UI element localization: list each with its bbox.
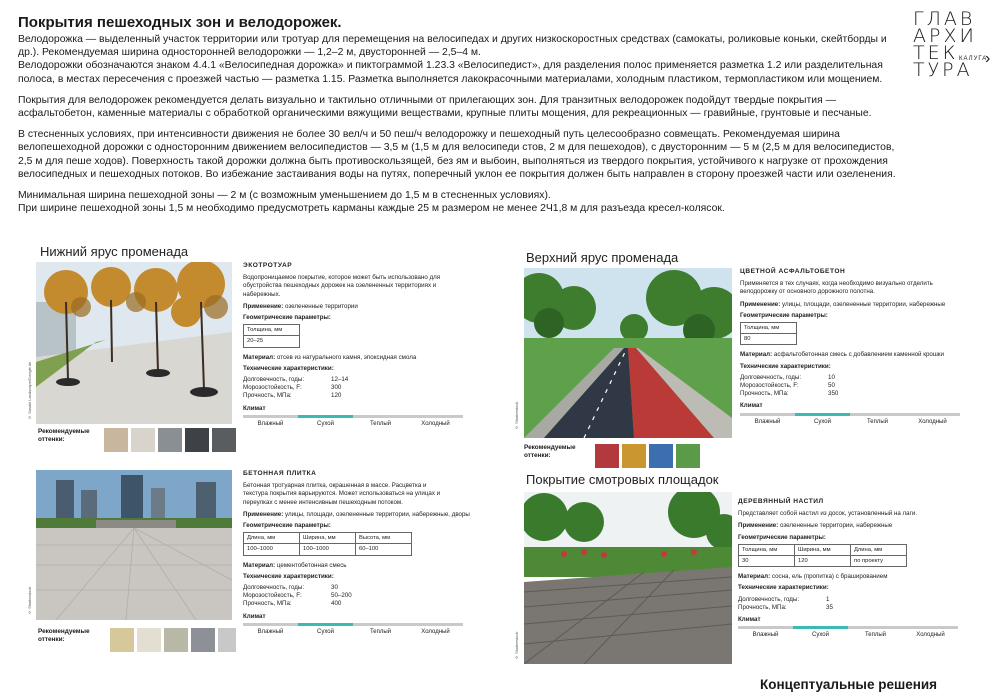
geometry-value: 80 xyxy=(741,334,797,345)
climate-option: Холодный xyxy=(421,420,450,427)
shade-swatch xyxy=(191,628,215,652)
recommended-shades-label: Рекомендуемые оттенки: xyxy=(38,628,90,643)
logo-line: ТУРА xyxy=(913,59,973,81)
climate-option: Теплый xyxy=(369,628,392,635)
geometry-header: Высота, мм xyxy=(356,533,412,544)
climate-option: Сухой xyxy=(812,632,829,639)
material-label: Материал: xyxy=(738,573,771,581)
climate-option: Теплый xyxy=(369,420,392,427)
intro-paragraph: В стесненных условиях, при интенсивности движения не более 30 вел/ч и 50 пеш/ч велодорожку и пешеходный путь целесообразно совмещать. Рекомендуемая ширина велопешеходной дорожки с односторонним движением велосипедистов — 3,5 м (1,5 м для велосипеди стов, 2 м для пешеходов), с двусторонним — 5 м (2,5 м для велосипедистов, 2,5 м для пеше ходов). Поверхность такой дорожки должна быть противоскользящей, без ям и выбоин, выполняться из твердого покрытия, устойчивого к нагрузке от прохождения велосипедных и пешеходных потоков. Во избежание застаивания воды на путях, поперечный уклон ее покрытия должен быть направлен в сторону проезжей части или озеленения. xyxy=(18,129,896,180)
section-heading-viewpoints: Покрытие смотровых площадок xyxy=(526,472,719,487)
material-label: Материал: xyxy=(740,351,773,359)
application-label: Применение: xyxy=(243,510,284,518)
tech-label: Технические характеристики: xyxy=(243,364,334,372)
glavarkhitektura-logo xyxy=(913,10,995,82)
geometry-header: Толщина, мм xyxy=(244,325,300,336)
climate-bar xyxy=(740,413,960,416)
spec-value: 50 xyxy=(828,382,835,390)
geometry-value: 30 xyxy=(739,556,795,567)
climate-labels xyxy=(243,628,463,636)
shade-swatch xyxy=(676,444,700,468)
climate-highlight xyxy=(298,415,353,418)
climate-label: Климат xyxy=(243,404,266,412)
climate-highlight xyxy=(793,626,848,629)
climate-option: Сухой xyxy=(814,418,831,425)
tech-specs xyxy=(740,374,980,399)
geometry-value: 100–1000 xyxy=(244,544,300,555)
spec-value: 300 xyxy=(331,384,342,392)
intro-paragraph: Велодорожка — выделенный участок территории или тротуар для перемещения на велосипедах и других низкоскоростных средствах (самокаты, роликовые коньки, скейтборды и др.). Рекомендуемая ширина односторонней велодорожки — 1,2–2 м, двусторонней — 2,5–4 м. xyxy=(18,34,887,59)
climate-label: Климат xyxy=(243,612,266,620)
climate-label: Климат xyxy=(740,402,763,410)
logo-line: ТЕК xyxy=(913,42,959,64)
climate-labels xyxy=(740,418,960,426)
spec-value: 400 xyxy=(331,600,342,608)
shade-swatch xyxy=(110,628,134,652)
material-value: сосна, ель (пропитка) с брашированием xyxy=(771,573,888,581)
section-heading-lower: Нижний ярус променада xyxy=(40,244,189,259)
spec-value: 12–14 xyxy=(331,376,349,384)
climate-option: Холодный xyxy=(421,628,450,635)
wooden-deck-photo xyxy=(524,492,732,664)
footer-caption: Концептуальные решения xyxy=(760,677,938,692)
climate-option: Влажный xyxy=(257,420,284,427)
logo-city: КАЛУГА xyxy=(959,56,988,62)
spec-value: 350 xyxy=(828,390,839,398)
spec-value: 30 xyxy=(331,584,338,592)
spec-name: Прочность, МПа: xyxy=(738,603,787,611)
photo-credit: © Shutterstock xyxy=(27,586,32,615)
application-value: озелененные территории, набережные xyxy=(780,522,893,530)
climate-bar xyxy=(243,415,463,418)
spec-name: Морозостойкость, F: xyxy=(740,382,799,390)
spec-value: 35 xyxy=(826,603,833,611)
geometry-value: 100–1000 xyxy=(300,544,356,555)
shade-swatch xyxy=(595,444,619,468)
climate-option: Сухой xyxy=(317,420,334,427)
climate-labels xyxy=(243,420,463,428)
material-card-eco xyxy=(243,262,473,428)
shade-swatch xyxy=(185,428,209,452)
climate-bar xyxy=(738,626,958,629)
climate-option: Влажный xyxy=(752,632,779,639)
material-card-wood xyxy=(738,498,978,639)
spec-value: 10 xyxy=(828,373,835,381)
climate-option: Теплый xyxy=(864,632,887,639)
photo-credit: © Sasaki Landscape/Google.de xyxy=(27,361,32,420)
geometry-header: Толщина, мм xyxy=(741,323,797,334)
spec-name: Долговечность, годы: xyxy=(243,584,305,592)
climate-highlight xyxy=(298,623,353,626)
climate-option: Влажный xyxy=(257,628,284,635)
chevron-right-icon: › xyxy=(985,50,991,67)
spec-name: Прочность, МПа: xyxy=(243,392,292,400)
geometry-header: Длина, мм xyxy=(244,533,300,544)
spec-value: 1 xyxy=(826,595,830,603)
intro-paragraph: При ширине пешеходной зоны 1,5 м необходимо предусмотреть карманы каждые 25 м размером не менее 2Ч1,8 м для разъезда кресел-колясок. xyxy=(18,203,725,215)
material-label: Материал: xyxy=(243,561,276,569)
geometry-table xyxy=(738,544,907,567)
logo-line: ГЛАВ xyxy=(913,8,976,30)
shade-swatch xyxy=(649,444,673,468)
geometry-header: Толщина, мм xyxy=(739,544,795,555)
intro-paragraph: Минимальная ширина пешеходной зоны — 2 м (с возможным уменьшением до 1,5 м в стесненных условиях). xyxy=(18,190,551,202)
geometry-table xyxy=(243,324,300,347)
material-name: ЦВЕТНОЙ АСФАЛЬТОБЕТОН xyxy=(740,268,846,275)
section-heading-upper: Верхний ярус променада xyxy=(526,250,679,265)
photo-credit: © Shutterstock xyxy=(514,631,519,660)
tech-specs xyxy=(243,584,473,609)
geometry-header: Длина, мм xyxy=(851,544,907,555)
material-value: цементобетонная смесь xyxy=(276,561,347,569)
material-description: Бетонная тротуарная плитка, окрашенная в массе. Расцветка и текстура покрытия варьируются. Может использоваться на улицах и переулках с менее интенсивным пешеходным потоком. xyxy=(243,482,441,506)
geometry-label: Геометрические параметры: xyxy=(738,533,826,541)
spec-name: Прочность, МПа: xyxy=(243,600,292,608)
climate-option: Теплый xyxy=(866,418,889,425)
tech-label: Технические характеристики: xyxy=(738,584,829,592)
climate-label: Климат xyxy=(738,616,761,624)
spec-name: Прочность, МПа: xyxy=(740,390,789,398)
colored-asphalt-photo xyxy=(524,268,732,438)
geometry-table xyxy=(740,322,797,345)
climate-option: Холодный xyxy=(916,632,945,639)
shade-swatch xyxy=(137,628,161,652)
logo-line: АРХИ xyxy=(913,25,977,47)
climate-option: Влажный xyxy=(754,418,781,425)
application-label: Применение: xyxy=(740,300,781,308)
geometry-value: 20–25 xyxy=(244,336,300,347)
material-card-concrete xyxy=(243,470,473,636)
geometry-label: Геометрические параметры: xyxy=(243,314,331,322)
spec-name: Долговечность, годы: xyxy=(243,376,305,384)
shade-swatch xyxy=(218,628,236,652)
eco-sidewalk-photo xyxy=(36,262,232,424)
application-value: улицы, площади, озелененные территории, набережные, дворы xyxy=(285,510,470,518)
material-name: ЭКОТРОТУАР xyxy=(243,262,293,269)
climate-bar xyxy=(243,623,463,626)
geometry-value: 120 xyxy=(795,556,851,567)
tech-label: Технические характеристики: xyxy=(243,572,334,580)
material-card-asphalt xyxy=(740,268,980,426)
geometry-header: Ширина, мм xyxy=(795,544,851,555)
application-value: озелененные территории xyxy=(285,302,358,310)
tech-label: Технические характеристики: xyxy=(740,362,831,370)
concrete-tile-photo xyxy=(36,470,232,620)
material-name: БЕТОННАЯ ПЛИТКА xyxy=(243,470,317,477)
tech-specs xyxy=(243,376,473,401)
spec-name: Морозостойкость, F: xyxy=(243,592,302,600)
spec-value: 120 xyxy=(331,392,342,400)
shade-swatch xyxy=(104,428,128,452)
spec-name: Долговечность, годы: xyxy=(740,373,802,381)
spec-name: Морозостойкость, F: xyxy=(243,384,302,392)
material-description: Водопроницаемое покрытие, которое может быть использовано для обустройства пешеходных дорожек на озелененных территориях и набережных. xyxy=(243,274,441,298)
geometry-value: по проекту xyxy=(851,556,907,567)
application-label: Применение: xyxy=(243,302,284,310)
material-label: Материал: xyxy=(243,353,276,361)
recommended-shades-label: Рекомендуемые оттенки: xyxy=(524,444,576,459)
page-title: Покрытия пешеходных зон и велодорожек. xyxy=(18,14,342,31)
tech-specs xyxy=(738,596,978,612)
material-value: асфальтобетонная смесь с добавлением каменной крошки xyxy=(773,351,944,359)
shade-swatch xyxy=(131,428,155,452)
geometry-label: Геометрические параметры: xyxy=(740,311,828,319)
shade-swatch xyxy=(158,428,182,452)
geometry-table xyxy=(243,532,412,555)
climate-option: Сухой xyxy=(317,628,334,635)
application-value: улицы, площади, озелененные территории, набережные xyxy=(782,300,946,308)
application-label: Применение: xyxy=(738,522,779,530)
intro-paragraph: Покрытия для велодорожек рекомендуется делать визуально и тактильно отличными от прилегающих зон. Для транзитных велодорожек подойдут твердые покрытия — асфальтобетон, каменные материалы с обработкой органическими вяжущими веществами, крупные плиты мощения, для рекреационных — гравийные, грунтовые и песчаные. xyxy=(18,94,872,120)
spec-value: 50–200 xyxy=(331,592,352,600)
photo-credit: © Shutterstock xyxy=(514,401,519,430)
shade-swatch xyxy=(212,428,236,452)
geometry-value: 60–100 xyxy=(356,544,412,555)
material-description: Применяется в тех случаях, когда необходимо визуально отделить велодорожку от основного дорожного полотна. xyxy=(740,280,933,296)
material-description: Представляет собой настил из досок, установленный на лаги. xyxy=(738,510,918,518)
climate-option: Холодный xyxy=(918,418,947,425)
spec-name: Долговечность, годы: xyxy=(738,595,800,603)
recommended-shades-label: Рекомендуемые оттенки: xyxy=(38,428,90,443)
shade-swatch xyxy=(164,628,188,652)
intro-text xyxy=(18,33,903,215)
climate-highlight xyxy=(795,413,850,416)
climate-labels xyxy=(738,631,958,639)
material-value: отсев из натурального камня, эпоксидная смола xyxy=(276,353,417,361)
intro-paragraph: Велодорожки обозначаются знаком 4.4.1 «Велосипедная дорожка» и пиктограммой 1.23.3 «Велосипедист», для разделения полос применяется разметка 1.2 или разделительная полоса, в местах пересечения с проезжей частью — разметка 1.15. Разметка выполняется лакокрасочными материалами, холодным пластиком, термопластиком или мощением. xyxy=(18,60,883,85)
shade-swatch xyxy=(622,444,646,468)
geometry-label: Геометрические параметры: xyxy=(243,522,331,530)
geometry-header: Ширина, мм xyxy=(300,533,356,544)
material-name: ДЕРЕВЯННЫЙ НАСТИЛ xyxy=(738,498,824,505)
